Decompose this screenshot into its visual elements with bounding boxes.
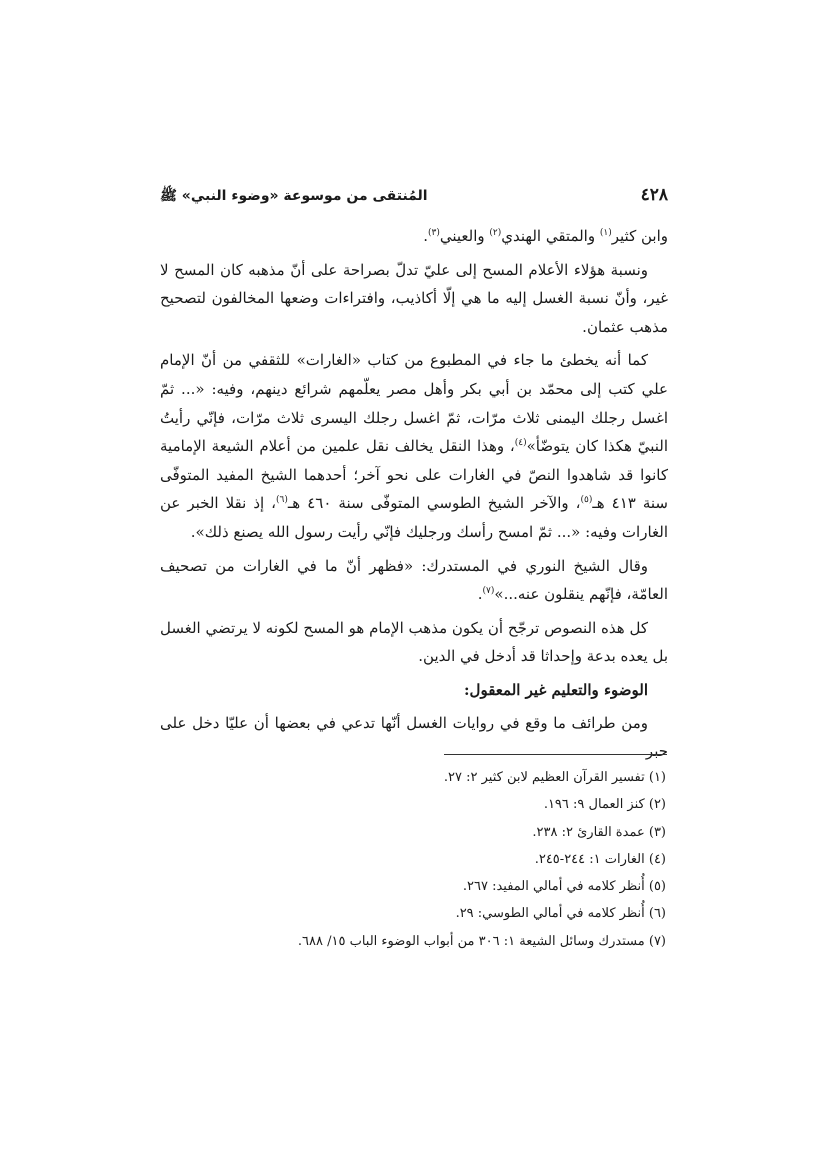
footnote: (٢) كنز العمال ٩: ١٩٦. <box>543 797 666 813</box>
text-run: كما أنه يخطئ ما جاء في المطبوع من كتاب «الغارات» للثقفي من أنّ الإمام علي كتب إلى محمّد بن أبي بكر وأهل مصر يعلّمهم شرائع دينهم، وفيه: «... ثمّ اغسل رجلك اليمنى ثلاث مرّات، ثمّ اغسل رجلك اليسرى ثلاث مرّات، فإنّي رأيتُ النبيّ هكذا كان يتوضّأ» <box>160 351 668 456</box>
footnote-ref: (٥) <box>580 495 593 506</box>
running-title: المُنتقى من موسوعة «وضوء النبي» ﷺ <box>160 188 428 204</box>
footnote-ref: (١) <box>599 228 612 238</box>
paragraph-2: ونسبة هؤلاء الأعلام المسح إلى عليّ تدلّ بصراحة على أنّ مذهبه كان المسح لا غير، وأنّ نسبة الغسل إليه ما هي إلّا أكاذيب، وافتراءات وضعها المخالفون لتصحيح مذهب عثمان. <box>160 260 668 336</box>
text-run: والعيني <box>439 227 490 245</box>
text-run: وابن كثير <box>611 227 668 245</box>
paragraph-3 <box>160 346 668 546</box>
text-run: وقال الشيخ النوري في المستدرك: «فظهر أنّ ما في الغارات من تصحيف العامّة، فإنّهم ينقلون عنه...» <box>160 556 668 604</box>
footnote-ref: (٦) <box>276 495 288 506</box>
footnote: (٣) عمدة القارئ ٢: ٢٣٨. <box>532 824 666 840</box>
section-heading: الوضوء والتعليم غير المعقول: <box>464 680 648 699</box>
footnote: (٧) مستدرك وسائل الشيعة ١: ٣٠٦ من أبواب الوضوء الباب ١٥/ ٦٨٨. <box>297 933 666 949</box>
footnote: (٦) أُنظر كلامه في أمالي الطوسي: ٢٩. <box>455 906 666 922</box>
paragraph-5: كل هذه النصوص ترجّح أن يكون مذهب الإمام هو المسح لكونه لا يرتضي الغسل بل يعده بدعة وإحداثا قد أدخل في الدين. <box>160 618 668 666</box>
footnote-ref: (٣) <box>427 228 440 238</box>
paragraph-1 <box>160 222 668 251</box>
page-number: ٤٢٨ <box>640 185 668 205</box>
footnote-ref: (٤) <box>514 438 527 449</box>
paragraph-6: ومن طرائف ما وقع في روايات الغسل أنّها تدعي في بعضها أن عليّا دخل على حبر <box>160 713 668 761</box>
text-run: ، إذ نقلا الخبر عن الغارات وفيه: «... ثمّ امسح رأسك ورجليك فإنّي رأيت رسول الله يصنع ذلك». <box>160 494 668 541</box>
text-run: . <box>423 227 428 245</box>
text-run: . <box>477 585 483 604</box>
footnote: (١) تفسير القرآن العظيم لابن كثير ٢: ٢٧. <box>443 770 666 785</box>
footnote-ref: (٧) <box>482 586 495 597</box>
text-run: والمتقي الهندي <box>501 227 600 245</box>
footnote-ref: (٢) <box>489 228 502 238</box>
footnote: (٥) أُنظر كلامه في أمالي المفيد: ٢٦٧. <box>462 879 666 895</box>
main-text <box>160 222 668 771</box>
footnotes-list <box>158 764 666 955</box>
page-header <box>160 185 668 215</box>
footnote-divider <box>444 754 667 755</box>
text-run: ، والآخر الشيخ الطوسي المتوفّى سنة ٤٦٠ هـ <box>287 494 581 513</box>
text-run: ، وهذا النقل يخالف نقل علمين من أعلام الشيعة الإمامية كانوا قد شاهدوا النصّ في الغارات على نحو آخر؛ أحدهما الشيخ المفيد المتوفّى سنة ٤١٣ هـ <box>160 437 668 513</box>
footnote: (٤) الغارات ١: ٢٤٤-٢٤٥. <box>534 851 666 867</box>
paragraph-4 <box>160 552 668 609</box>
